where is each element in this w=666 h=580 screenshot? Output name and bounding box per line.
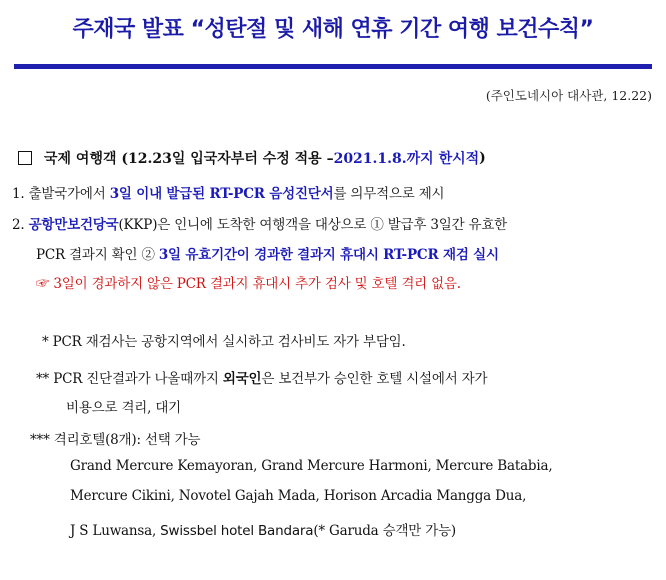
item2-text2: PCR 결과지 확인 ② (36, 247, 159, 263)
note2-bold: 외국인 (222, 371, 262, 387)
section-heading (16, 148, 486, 168)
item2-text1: (KKP)은 인니에 도착한 여행객을 대상으로 ① 발급후 3일간 유효한 (118, 217, 508, 233)
note2-suffix: 은 보건부가 승인한 호텔 시설에서 자가 (261, 371, 488, 387)
section-title-suffix: ) (479, 150, 486, 166)
checkbox-square-icon (18, 151, 32, 165)
title-bar (14, 8, 652, 69)
item1-prefix: 1. 출발국가에서 (12, 186, 110, 202)
warning-note: ☞ 3일이 경과하지 않은 PCR 결과지 휴대시 추가 검사 및 호텔 격리 없음. (36, 276, 461, 292)
note-2 (36, 367, 487, 387)
note-3: *** 격리호텔(8개): 선택 가능 (30, 432, 201, 448)
section-title-prefix: 국제 여행객 (12.23일 입국자부터 수정 적용 – (44, 151, 334, 167)
hotel-swissbel: Swissbel hotel Bandara (160, 523, 314, 539)
note-2-continued: 비용으로 격리, 대기 (66, 400, 182, 416)
hotel-list-line-2: Mercure Cikini, Novotel Gajah Mada, Horison Arcadia Mangga Dua, (70, 488, 527, 504)
item2-highlight: 3일 유효기간이 경과한 결과지 휴대시 RT-PCR 재검 실시 (158, 247, 499, 263)
section-title-highlight: 2021.1.8.까지 한시적 (333, 151, 480, 167)
list-item-2-continued (36, 243, 499, 263)
item2-number: 2. (12, 217, 29, 233)
hotel-list-line-1: Grand Mercure Kemayoran, Grand Mercure Harmoni, Mercure Batabia, (70, 458, 553, 474)
hotel-line3-prefix: J S Luwansa, (70, 523, 161, 539)
hotel-list-line-3 (70, 519, 456, 539)
page-title: 주재국 발표 “성탄절 및 새해 연휴 기간 여행 보건수칙” (72, 17, 594, 42)
item1-suffix: 를 의무적으로 제시 (333, 186, 445, 202)
note-1: * PCR 재검사는 공항지역에서 실시하고 검사비도 자가 부담임. (42, 334, 406, 350)
item2-org: 공항만보건당국 (28, 217, 119, 233)
list-item-2 (12, 213, 507, 233)
item1-highlight: 3일 이내 발급된 RT-PCR 음성진단서 (109, 186, 334, 202)
note2-prefix: ** PCR 진단결과가 나올때까지 (36, 371, 223, 387)
list-item-1 (12, 182, 444, 202)
source-note: (주인도네시아 대사관, 12.22) (485, 88, 652, 103)
hotel-line3-suffix: (* Garuda 승객만 가능) (313, 523, 456, 539)
title-divider (14, 64, 652, 69)
